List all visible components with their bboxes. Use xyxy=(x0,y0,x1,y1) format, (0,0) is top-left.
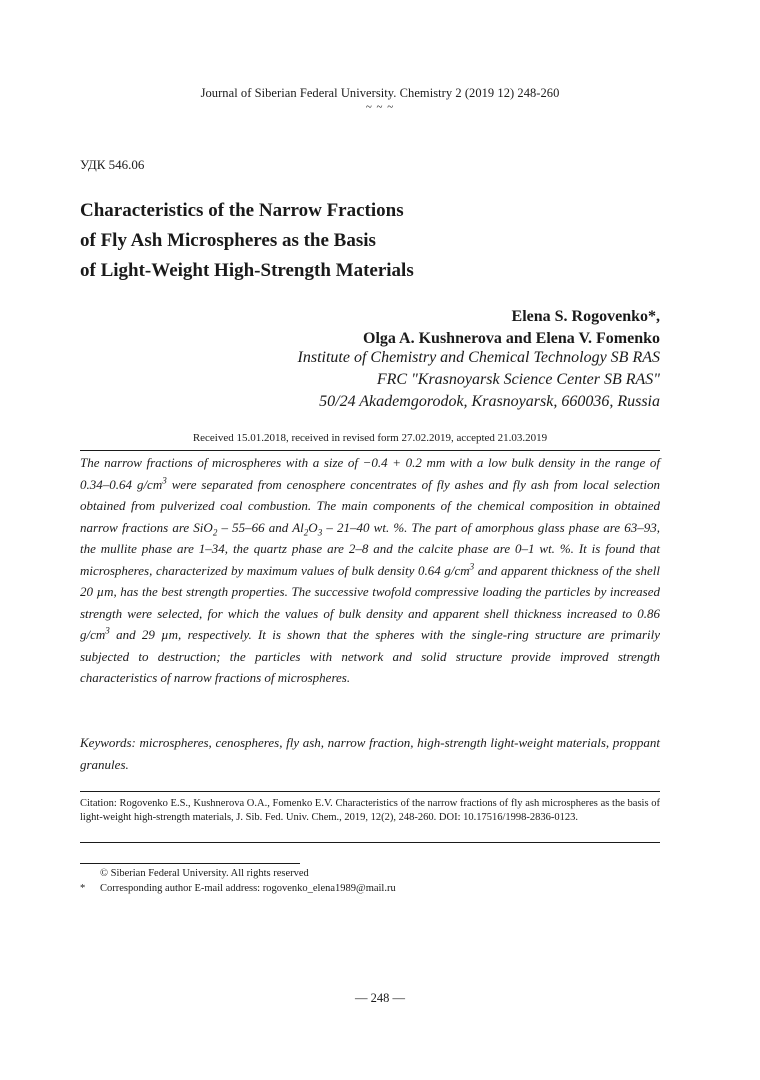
title-line-2: of Fly Ash Microspheres as the Basis xyxy=(80,230,376,251)
author-line-2: Olga A. Kushnerova and Elena V. Fomenko xyxy=(363,330,660,347)
abstract-sup-1: 3 xyxy=(162,475,167,486)
udk-code: УДК 546.06 xyxy=(80,157,145,172)
affiliation-line-1: Institute of Chemistry and Chemical Technology SB RAS xyxy=(297,349,660,366)
abstract-part-5: – 21–40 wt. %. The part of amorphous glass phase are 63–93, the mullite phase are 1–34, the quartz phase are 2–8 and the calcite phase are 0–1 wt. %. It is found that microspheres, characterized by maximum values of bulk density 0.64 g/cm xyxy=(80,519,660,578)
paper-title xyxy=(80,196,640,286)
journal-header: Journal of Siberian Federal University. Chemistry 2 (2019 12) 248-260 xyxy=(200,86,560,100)
abstract xyxy=(80,452,660,689)
page-number: — 248 — xyxy=(355,991,405,1005)
abstract-part-6: and apparent thickness of the shell 20 µm, has the best strength properties. The successive twofold compressive loading the particles by increased strength were selected, for which the values of bulk density and apparent shell thickness increased to 0.86 g/cm xyxy=(80,562,660,642)
author-line-1: Elena S. Rogovenko*, xyxy=(511,308,660,325)
citation-bottom-rule xyxy=(80,842,660,843)
citation-top-rule xyxy=(80,791,660,792)
abstract-sub-2: 2 xyxy=(303,527,309,538)
citation: Citation: Rogovenko E.S., Kushnerova O.A., Fomenko E.V. Characteristics of the narrow fractions of fly ash microspheres as the basis of light-weight high-strength materials, J. Sib. Fed. Univ. Chem., 2019, 12(2), 248-260. DOI: 10.17516/1998-2836-0123. xyxy=(80,798,660,823)
footnote-corresponding xyxy=(80,882,660,896)
abstract-sub-3: 3 xyxy=(317,527,323,538)
header-separator: ~ ~ ~ xyxy=(365,101,395,113)
author-list xyxy=(363,306,660,350)
abstract-part-1: The narrow fractions of microspheres with a size of −0.4 + 0.2 mm with a low bulk density in the range of 0.34–0.64 g/cm xyxy=(80,455,660,492)
keywords: Keywords: microspheres, cenospheres, fly ash, narrow fraction, high-strength light-weight materials, proppant granules. xyxy=(80,735,660,772)
footnote-copyright xyxy=(80,867,660,881)
abstract-sup-3: 3 xyxy=(105,625,110,636)
abstract-part-7: and 29 µm, respectively. It is shown that the spheres with the single-ring structure are primarily subjected to destruction; the particles with network and solid structure provide improved strength characteristics of narrow fractions of microspheres. xyxy=(80,627,660,685)
footnote-star: * xyxy=(80,883,86,894)
affiliation-line-2: FRC "Krasnoyarsk Science Center SB RAS" xyxy=(376,371,660,388)
abstract-sup-2: 3 xyxy=(469,561,475,572)
affiliation-line-3: 50/24 Akademgorodok, Krasnoyarsk, 660036, Russia xyxy=(319,393,660,410)
received-dates: Received 15.01.2018, received in revised form 27.02.2019, accepted 21.03.2019 xyxy=(192,432,548,444)
title-line-1: Characteristics of the Narrow Fractions xyxy=(80,200,404,221)
footnote-rule xyxy=(80,863,300,864)
copyright-text: © Siberian Federal University. All rights reserved xyxy=(100,868,309,879)
abstract-part-3: – 55–66 and Al xyxy=(217,519,304,535)
abstract-part-2: were separated from cenosphere concentrates of fly ashes and fly ash from local selection obtained from pulverized coal combustion. The main components of the chemical composition in obtained narrow fractions are SiO xyxy=(80,476,660,535)
abstract-sub-1: 2 xyxy=(212,527,218,538)
affiliation xyxy=(298,347,660,413)
abstract-part-4: O xyxy=(308,519,318,535)
corresponding-author-text: Corresponding author E-mail address: rogovenko_elena1989@mail.ru xyxy=(100,883,396,894)
abstract-top-rule xyxy=(80,450,660,451)
title-line-3: of Light-Weight High-Strength Materials xyxy=(80,260,414,281)
